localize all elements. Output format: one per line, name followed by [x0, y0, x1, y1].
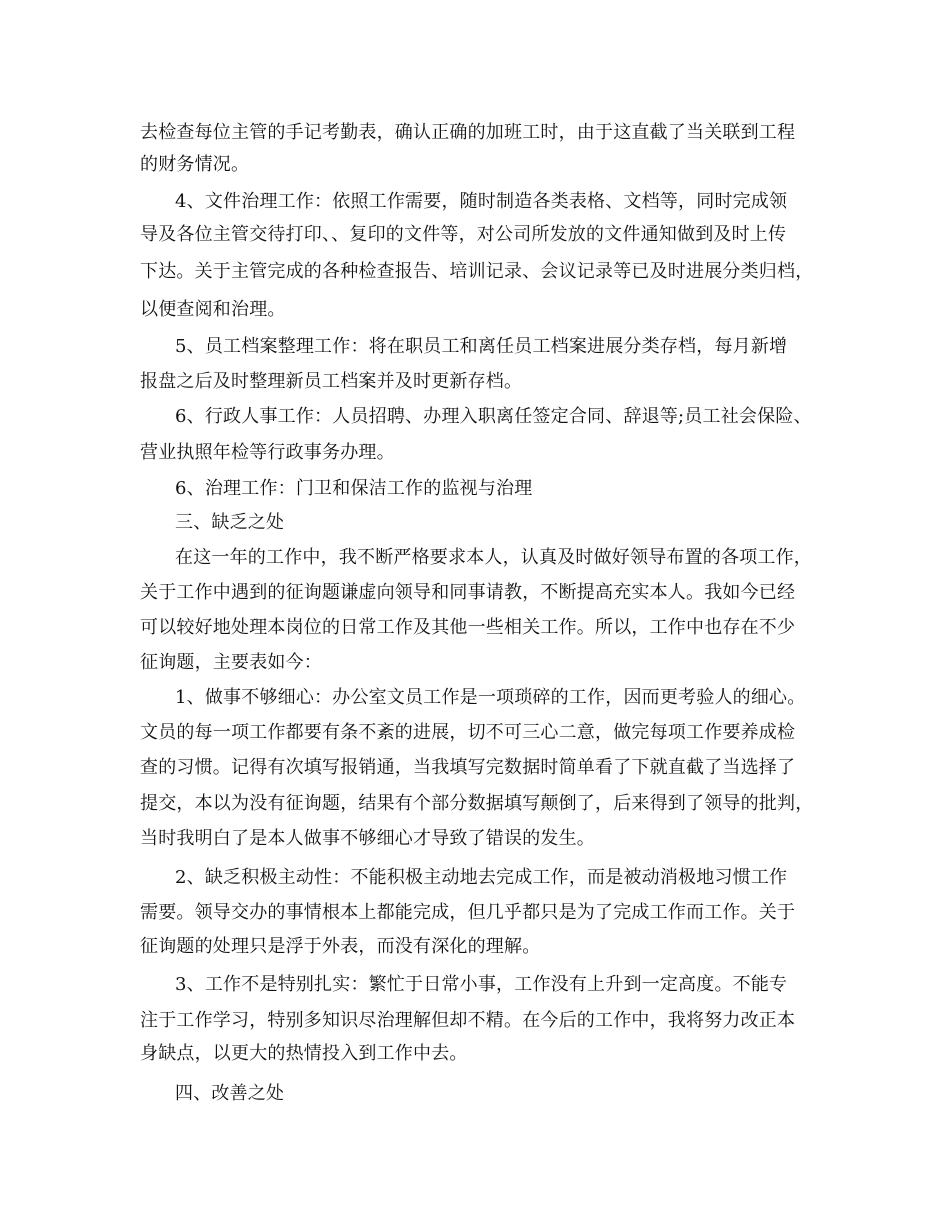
text-line: 去检查每位主管的手记考勤表，确认正确的加班工时，由于这直截了当关联到工程	[140, 122, 796, 143]
text-line: 5、员工档案整理工作：将在职员工和离任员工档案进展分类存档，每月新增	[175, 336, 788, 357]
text-line: 征询题，主要表如今：	[140, 652, 322, 673]
text-line: 身缺点，以更大的热情投入到工作中去。	[140, 1043, 468, 1064]
text-line: 2、缺乏积极主动性：不能积极主动地去完成工作，而是被动消极地习惯工作	[175, 867, 788, 888]
text-line: 4、文件治理工作：依照工作需要，随时制造各类表格、文档等，同时完成领	[175, 191, 788, 212]
text-line: 1、做事不够细心：办公室文员工作是一项琐碎的工作，因而更考验人的细心。	[175, 687, 806, 708]
text-line: 文员的每一项工作都要有条不紊的进展，切不可三心二意，做完每项工作要养成检	[140, 722, 796, 743]
text-line: 查的习惯。记得有次填写报销通，当我填写完数据时简单看了下就直截了当选择了	[140, 757, 796, 778]
text-line: 以便查阅和治理。	[140, 299, 286, 320]
section-heading: 四、改善之处	[175, 1083, 285, 1104]
text-line: 注于工作学习，特别多知识尽治理解但却不精。在今后的工作中，我将努力改正本	[140, 1010, 796, 1031]
text-line: 在这一年的工作中，我不断严格要求本人，认真及时做好领导布置的各项工作，	[175, 547, 812, 568]
text-line: 下达。关于主管完成的各种检查报告、培训记录、会议记录等已及时进展分类归档，	[140, 261, 814, 282]
text-line: 提交，本以为没有征询题，结果有个部分数据填写颠倒了，后来得到了领导的批判，	[140, 793, 814, 814]
text-line: 征询题的处理只是浮于外表，而没有深化的理解。	[140, 936, 541, 957]
text-line: 6、行政人事工作：人员招聘、办理入职离任签定合同、辞退等;员工社会保险、	[175, 406, 812, 427]
text-line: 需要。领导交办的事情根本上都能完成，但几乎都只是为了完成工作而工作。关于	[140, 902, 796, 923]
text-line: 报盘之后及时整理新员工档案并及时更新存档。	[140, 371, 523, 392]
text-line: 的财务情况。	[140, 154, 250, 175]
text-line: 关于工作中遇到的征询题谦虚向领导和同事请教，不断提高充实本人。我如今已经	[140, 582, 796, 603]
text-line: 导及各位主管交待打印、、复印的文件等，对公司所发放的文件通知做到及时上传	[140, 224, 787, 245]
text-line: 可以较好地处理本岗位的日常工作及其他一些相关工作。所以，工作中也存在不少	[140, 617, 796, 638]
text-line: 当时我明白了是本人做事不够细心才导致了错误的发生。	[140, 828, 595, 849]
text-line: 3、工作不是特别扎实：繁忙于日常小事，工作没有上升到一定高度。不能专	[175, 974, 788, 995]
section-heading: 三、缺乏之处	[175, 512, 285, 533]
text-line: 营业执照年检等行政事务办理。	[140, 442, 395, 463]
text-line: 6、治理工作：门卫和保洁工作的监视与治理	[175, 478, 533, 499]
